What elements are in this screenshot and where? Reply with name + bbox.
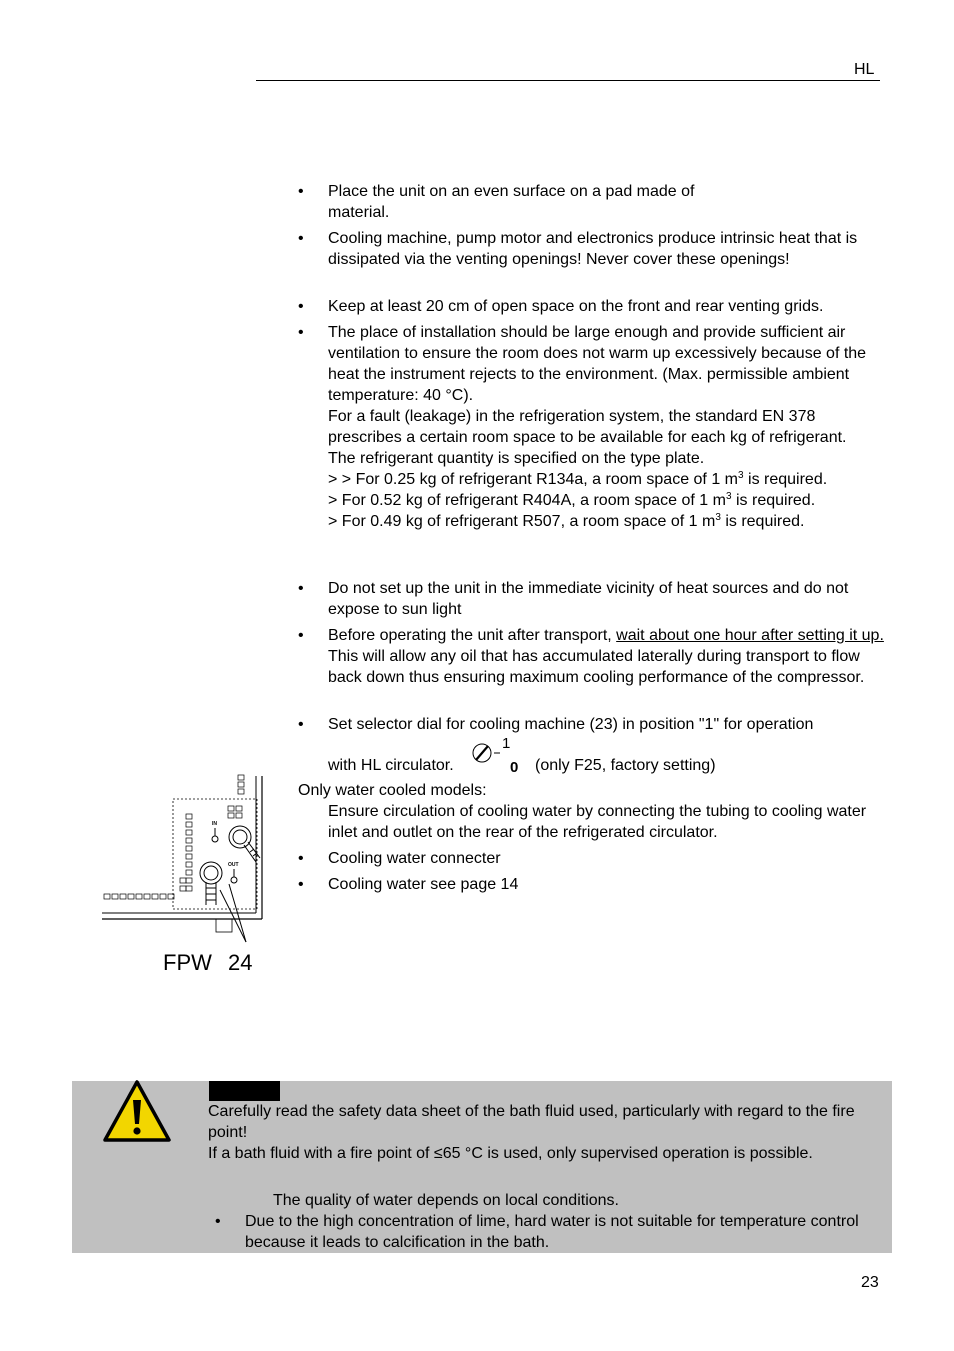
warning-triangle-icon	[101, 1078, 173, 1144]
bullet-item-heat-sources	[298, 578, 888, 620]
page-number: 23	[861, 1274, 879, 1291]
bullet-text: The place of installation should be large enough and provide sufficient air ventilation to ensure the room does not warm up excessively because of the heat the instrument rejects to the environment. (Max. permissible ambient temperature: 40 °C). For a fault (leakage) in the refrigeration system, the standard EN 378 prescribes a certain room space to be available for each kg of refrigerant. The refrigerant quantity is specified on the type plate.	[328, 324, 867, 467]
bullet-icon: •	[298, 230, 304, 247]
bullet-item-open-space	[298, 296, 888, 317]
refrigerant-line-r134a: > > For 0.25 kg of refrigerant R134a, a room space of 1 $m^3$ is required.	[328, 470, 828, 488]
bullet-item-installation	[298, 322, 888, 532]
outlet-connector	[200, 862, 222, 905]
header-code: HL	[854, 61, 875, 78]
water-cooled-heading: Only water cooled models:	[298, 782, 487, 799]
bullet-text: Cooling water see page 14	[328, 876, 519, 893]
bullet-icon: •	[298, 876, 304, 893]
selector-dial-line: with HL circulator. 1 0 (only F25, factory setting)	[328, 735, 716, 776]
warning-tag	[209, 1081, 280, 1101]
warning-text-supervised: If a bath fluid with a fire point of ≤65 °C is used, only supervised operation is possible.	[208, 1145, 813, 1162]
bullet-text: Place the unit on an even surface on a pad made of material.	[328, 183, 695, 221]
bullet-item-selector-dial	[298, 714, 888, 735]
refrigerant-line-r507: > For 0.49 kg of refrigerant R507, a room space of 1 $m^3$ is required.	[328, 512, 805, 530]
bullet-text: Cooling machine, pump motor and electronics produce intrinsic heat that is dissipated via the venting openings! Never cover these openings!	[328, 230, 858, 268]
bullet-icon: •	[215, 1213, 221, 1230]
bullet-icon: •	[298, 850, 304, 867]
bullet-icon: •	[298, 627, 304, 644]
water-quality-text: The quality of water depends on local conditions.	[273, 1192, 619, 1209]
bullet-text: Set selector dial for cooling machine (23) in position "1" for operation	[328, 716, 814, 733]
bullet-item-venting	[298, 228, 888, 270]
refrigerant-line-r404a: > For 0.52 kg of refrigerant R404A, a room space of 1 $m^3$ is required.	[328, 491, 816, 509]
dial-position-0: 0	[510, 759, 519, 776]
bullet-item-pad-surface	[298, 181, 888, 223]
bullet-text: Before operating the unit after transport, wait about one hour after setting it up. This will allow any oil that has accumulated laterally during transport to flow back down thus ensuring maximum cooling performance of the compressor.	[328, 627, 884, 686]
hard-water-text: Due to the high concentration of lime, hard water is not suitable for temperature control because it leads to calcification in the bath.	[245, 1213, 859, 1251]
header-rule	[256, 80, 880, 81]
bullet-icon: •	[298, 580, 304, 597]
dial-position-1: 1	[502, 735, 511, 752]
cooling-water-connection-figure	[100, 772, 270, 977]
figure-label: FPW 24	[163, 950, 253, 975]
underlined-instruction: wait about one hour after setting it up.	[616, 627, 884, 644]
water-cooled-text: Ensure circulation of cooling water by connecting the tubing to cooling water inlet and outlet on the rear of the refrigerated circulator.	[328, 803, 867, 841]
bullet-icon: •	[298, 716, 304, 733]
bullet-text: Cooling water connecter	[328, 850, 501, 867]
bullet-item-water-connector	[298, 848, 888, 869]
outlet-label: OUT	[228, 862, 239, 868]
inlet-label: IN	[212, 821, 217, 827]
bullet-item-water-page	[298, 874, 888, 895]
inlet-connector	[229, 826, 260, 862]
bullet-text: Keep at least 20 cm of open space on the front and rear venting grids.	[328, 298, 824, 315]
bullet-text: Do not set up the unit in the immediate vicinity of heat sources and do not expose to sun light	[328, 580, 849, 618]
bullet-icon: •	[298, 324, 304, 341]
bullet-item-after-transport	[298, 625, 888, 688]
bullet-icon: •	[298, 298, 304, 315]
bullet-icon: •	[298, 183, 304, 200]
warning-text-fire-point: Carefully read the safety data sheet of the bath fluid used, particularly with regard to the fire point!	[208, 1103, 855, 1141]
